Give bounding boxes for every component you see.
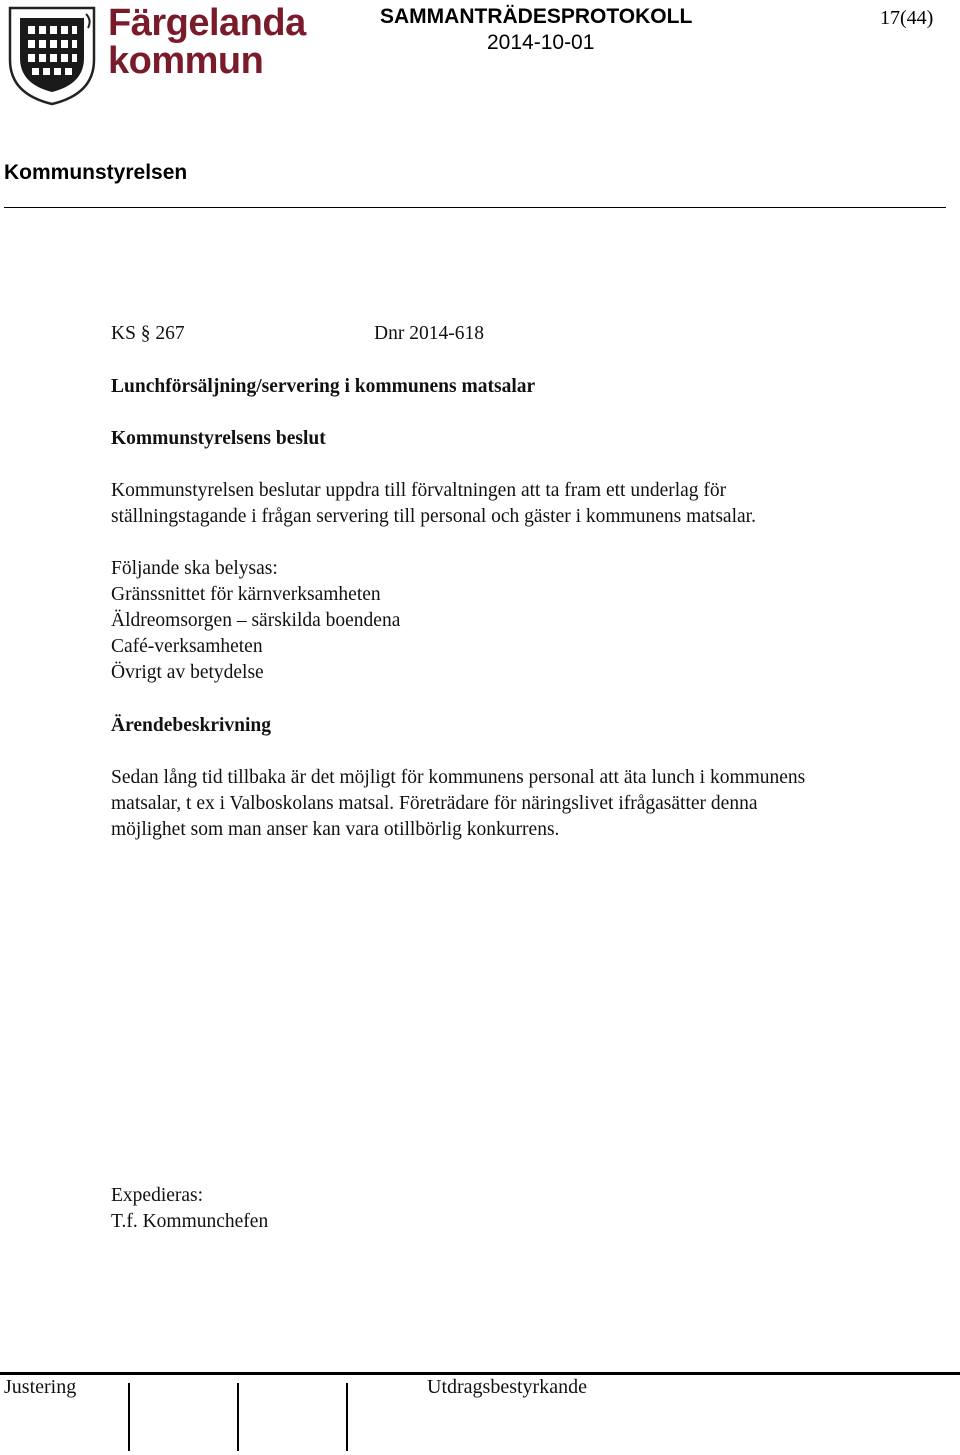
signature-box-divider <box>128 1383 130 1451</box>
description-line: möjlighet som man anser kan vara otillbörlig konkurrens. <box>111 819 560 840</box>
decision-heading: Kommunstyrelsens beslut <box>111 428 326 449</box>
description-line: Sedan lång tid tillbaka är det möjligt för kommunens personal att äta lunch i kommunens <box>111 767 806 788</box>
dispatch-recipient: T.f. Kommunchefen <box>111 1211 269 1232</box>
dispatch-label: Expedieras: <box>111 1185 204 1206</box>
description-heading: Ärendebeskrivning <box>111 715 271 736</box>
points-intro: Följande ska belysas: <box>111 558 278 579</box>
document-date: 2014-10-01 <box>487 31 595 54</box>
description-text <box>111 765 805 843</box>
logo-text-line2: kommun <box>108 40 264 82</box>
decision-line: ställningstagande i frågan servering till personal och gäster i kommunens matsalar. <box>111 506 756 527</box>
case-title: Lunchförsäljning/servering i kommunens matsalar <box>111 376 536 397</box>
footer-utdragsbestyrkande-label: Utdragsbestyrkande <box>427 1376 587 1398</box>
decision-text <box>111 478 756 530</box>
logo-text-line1: Färgelanda <box>108 2 306 44</box>
municipality-shield-icon <box>6 4 98 108</box>
case-dnr: Dnr 2014-618 <box>374 323 484 344</box>
decision-line: Kommunstyrelsen beslutar uppdra till förvaltningen att ta fram ett underlag för <box>111 480 727 501</box>
point-item: Övrigt av betydelse <box>111 662 264 683</box>
point-item: Äldreomsorgen – särskilda boendena <box>111 610 401 631</box>
page-number: 17(44) <box>880 7 934 29</box>
committee-name: Kommunstyrelsen <box>4 161 188 184</box>
footer-divider <box>0 1372 960 1375</box>
signature-box-divider <box>237 1383 239 1451</box>
signature-box-divider <box>346 1383 348 1451</box>
point-item: Café-verksamheten <box>111 636 263 657</box>
description-line: matsalar, t ex i Valboskolans matsal. Företrädare för näringslivet ifrågasätter denna <box>111 793 758 814</box>
point-item: Gränssnittet för kärnverksamheten <box>111 584 381 605</box>
header-divider <box>4 207 946 208</box>
case-id: KS § 267 <box>111 323 185 344</box>
footer-justering-label: Justering <box>4 1376 77 1398</box>
document-title: SAMMANTRÄDESPROTOKOLL <box>380 5 693 28</box>
